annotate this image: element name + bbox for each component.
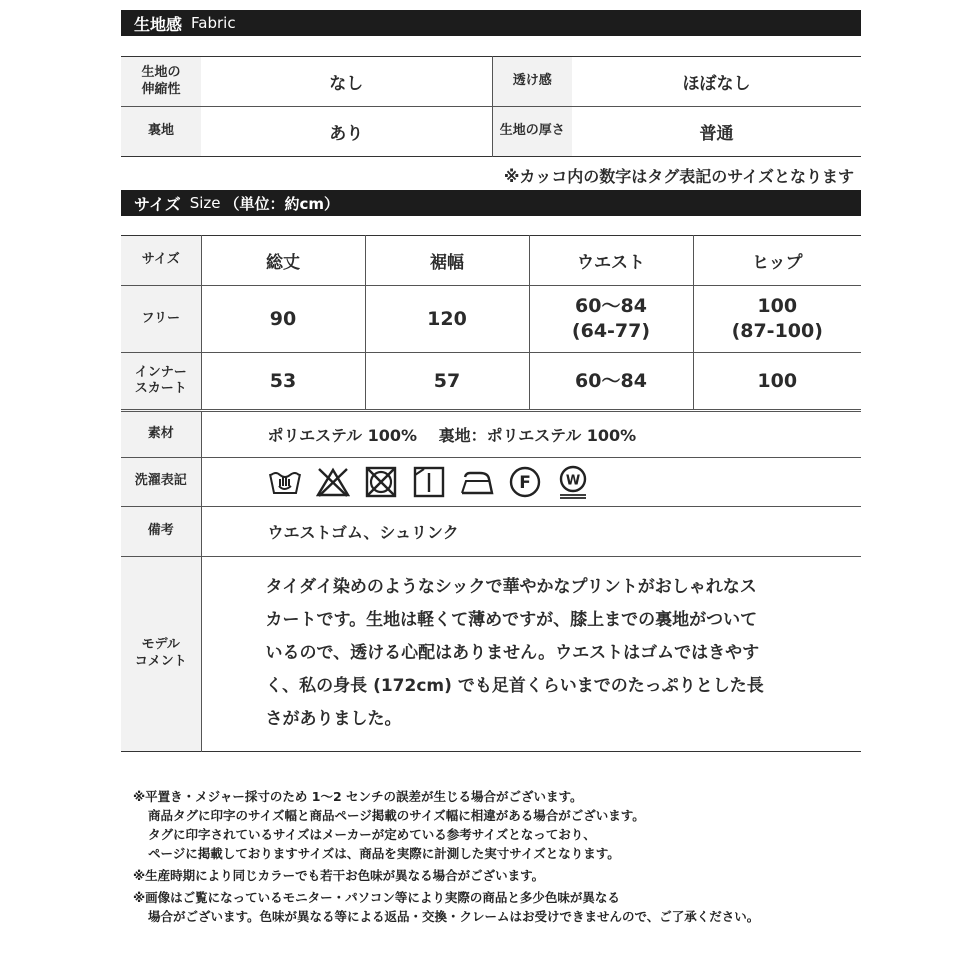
size-header-length: 総丈 bbox=[201, 236, 365, 286]
inner-label-line2: スカート bbox=[134, 381, 187, 396]
footnote-line: タグに印字されているサイズはメーカーが定めている参考サイズとなっており、 bbox=[148, 827, 596, 842]
footnote-monitor: ※画像はご覧になっているモニター・パソコン等により実際の商品と多少色味が異なる bbox=[133, 890, 620, 905]
comment-label bbox=[121, 556, 201, 751]
size-section-header bbox=[121, 190, 861, 216]
size-unit: （単位：約cm） bbox=[224, 194, 340, 213]
info-table bbox=[121, 412, 861, 752]
fabric-row bbox=[121, 107, 861, 157]
free-waist-tag: (64-77) bbox=[571, 320, 651, 342]
wet-clean-w-icon bbox=[556, 465, 590, 499]
footnote-line: ページに掲載しておりますサイズは、商品を実際に計測した実寸サイズとなります。 bbox=[148, 846, 620, 861]
footnote-measurement: ※平置き・メジャー採寸のため 1〜2 センチの誤差が生じる場合がございます。 bbox=[133, 789, 583, 804]
fabric-table bbox=[121, 56, 861, 157]
comment-label-line2: コメント bbox=[134, 653, 187, 669]
material-label: 素材 bbox=[121, 412, 201, 457]
footnote-color: ※生産時期により同じカラーでも若干お色味が異なる場合がございます。 bbox=[133, 868, 545, 883]
size-title-en: Size bbox=[189, 194, 221, 212]
size-header-waist: ウエスト bbox=[529, 236, 693, 286]
fabric-title-en: Fabric bbox=[191, 14, 236, 32]
low-iron-icon bbox=[460, 465, 494, 499]
stretch-label-line1: 生地の bbox=[141, 65, 181, 81]
comment-line: タイダイ染めのようなシックで華やかなプリントがおしゃれなス bbox=[265, 577, 757, 597]
thickness-label: 生地の厚さ bbox=[492, 107, 572, 157]
inner-length: 53 bbox=[201, 353, 365, 411]
stretch-value: なし bbox=[329, 74, 364, 94]
dry-clean-f-icon bbox=[508, 465, 542, 499]
size-free-label: フリー bbox=[121, 286, 201, 353]
line-dry-icon bbox=[412, 465, 446, 499]
care-label: 洗濯表記 bbox=[121, 457, 201, 506]
inner-hip: 100 bbox=[693, 353, 861, 411]
lining-label: 裏地 bbox=[121, 107, 201, 157]
remarks-row bbox=[121, 506, 861, 556]
size-table bbox=[121, 235, 861, 412]
remarks-value: ウエストゴム、シュリンク bbox=[201, 506, 861, 556]
free-length: 90 bbox=[201, 286, 365, 353]
material-row bbox=[121, 412, 861, 457]
free-hip-tag: (87-100) bbox=[731, 320, 823, 342]
care-symbols bbox=[201, 457, 861, 506]
size-row-free bbox=[121, 286, 861, 353]
footnote-line: 場合がございます。色味が異なる等による返品・交換・クレームはお受けできませんので、ご了承ください。 bbox=[148, 909, 760, 924]
model-comment bbox=[201, 556, 861, 751]
comment-line: いるので、透ける心配はありません。ウエストはゴムではきやす bbox=[265, 643, 760, 663]
dry-clean-f-letter: F bbox=[518, 472, 531, 493]
size-header-size: サイズ bbox=[121, 236, 201, 286]
sheer-value: ほぼなし bbox=[682, 74, 751, 94]
fabric-row bbox=[121, 57, 861, 107]
free-hem: 120 bbox=[365, 286, 529, 353]
inner-hem: 57 bbox=[365, 353, 529, 411]
comment-row bbox=[121, 556, 861, 751]
free-waist-value: 60〜84 bbox=[575, 295, 647, 318]
hand-wash-icon bbox=[268, 465, 302, 499]
free-hip bbox=[693, 286, 861, 353]
comment-label-line1: モデル bbox=[141, 637, 180, 653]
inner-label-line1: インナー bbox=[134, 364, 187, 380]
size-header-row bbox=[121, 236, 861, 286]
stretch-label bbox=[121, 57, 201, 107]
thickness-value: 普通 bbox=[572, 107, 861, 157]
fabric-section-header bbox=[121, 10, 861, 36]
care-row bbox=[121, 457, 861, 506]
free-hip-value: 100 bbox=[757, 295, 798, 318]
remarks-label: 備考 bbox=[121, 506, 201, 556]
tag-size-note: ※カッコ内の数字はタグ表記のサイズとなります bbox=[503, 167, 854, 186]
comment-line: く、私の身長 (172cm) でも足首くらいまでのたっぷりとした長 bbox=[265, 676, 764, 696]
lining-value: あり bbox=[201, 107, 492, 157]
size-inner-label bbox=[121, 353, 201, 411]
no-tumble-dry-icon bbox=[364, 465, 398, 499]
fabric-title: 生地感 bbox=[134, 14, 183, 34]
material-value: ポリエステル 100% 裏地：ポリエステル 100% bbox=[201, 412, 861, 457]
inner-waist: 60〜84 bbox=[529, 353, 693, 411]
comment-line: さがありました。 bbox=[265, 709, 402, 729]
size-header-hip: ヒップ bbox=[693, 236, 861, 286]
no-bleach-icon bbox=[316, 465, 350, 499]
footnotes bbox=[133, 787, 759, 926]
wet-clean-w-letter: W bbox=[565, 473, 580, 488]
footnote-line: 商品タグに印字のサイズ幅と商品ページ掲載のサイズ幅に相違がある場合がございます。 bbox=[148, 808, 645, 823]
comment-line: カートです。生地は軽くて薄めですが、膝上までの裏地がついて bbox=[265, 610, 758, 630]
size-title: サイズ bbox=[134, 194, 181, 214]
size-header-hem: 裾幅 bbox=[365, 236, 529, 286]
free-waist bbox=[529, 286, 693, 353]
size-row-inner bbox=[121, 353, 861, 411]
sheer-label: 透け感 bbox=[492, 57, 572, 107]
stretch-label-line2: 伸縮性 bbox=[141, 81, 181, 97]
